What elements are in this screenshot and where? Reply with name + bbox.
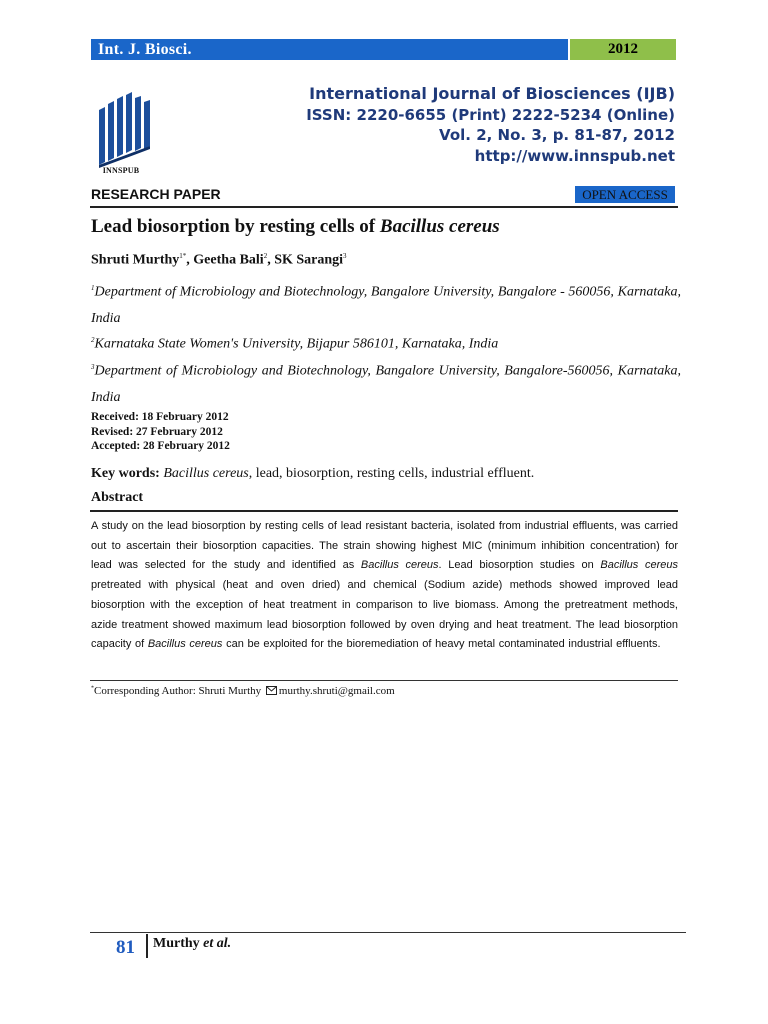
author-name: Shruti Murthy bbox=[91, 252, 180, 268]
received-date: Received: 18 February 2012 bbox=[91, 411, 229, 423]
affiliation-sup: 2 bbox=[91, 336, 95, 344]
title-text: Lead biosorption by resting cells of bbox=[91, 216, 380, 237]
author-sup: 3 bbox=[343, 252, 347, 260]
abstract-organism: Bacillus cereus bbox=[147, 638, 223, 651]
affiliation bbox=[91, 354, 681, 411]
publisher-logo-text: INNSPUB bbox=[102, 166, 140, 175]
revised-date: Revised: 27 February 2012 bbox=[91, 425, 223, 438]
footer-divider bbox=[90, 932, 686, 933]
affiliation bbox=[91, 275, 681, 332]
keywords-rest: , lead, biosorption, resting cells, industrial effluent. bbox=[248, 466, 535, 481]
affiliation-text: Department of Microbiology and Biotechnology, Bangalore University, Bangalore - 560056, Karnataka, India bbox=[91, 284, 681, 326]
abstract-text: A study on the lead biosorption by resting cells of lead resistant bacteria, isolated from industrial effluents, was carried out to ascertain their biosorption capacities. The strain showing highest MIC (minimum inhibition concentration) for lead was selected for the study and identified as bbox=[91, 520, 678, 572]
abstract-text: pretreated with physical (heat and oven dried) and chemical (Sodium azide) methods showed improved lead biosorption with the exception of heat treatment in comparison to live biomass. Among the pretreatment methods, azide treatment showed maximum lead biosorption followed by oven drying and heat treatment. The lead biosorption capacity of bbox=[91, 579, 678, 651]
paper-type-label: RESEARCH PAPER bbox=[91, 186, 221, 202]
corresponding-label: Corresponding Author: Shruti Murthy bbox=[94, 685, 262, 697]
stacked-books-logo-icon bbox=[95, 90, 157, 174]
footer-etal: et al. bbox=[203, 936, 232, 951]
abstract-bottom-divider bbox=[90, 680, 678, 681]
journal-name: International Journal of Biosciences (IJB) bbox=[309, 84, 675, 103]
header-divider bbox=[90, 206, 678, 208]
keywords bbox=[91, 466, 681, 482]
page-number: 81 bbox=[116, 937, 135, 958]
abstract-text: can be exploited for the bioremediation of heavy metal contaminated industrial effluents. bbox=[222, 638, 661, 651]
author-name: Geetha Bali bbox=[193, 252, 264, 268]
author-sup: 1* bbox=[179, 252, 187, 260]
author-sup: 2 bbox=[263, 252, 268, 260]
corresponding-sup: * bbox=[91, 685, 94, 692]
journal-url[interactable]: http://www.innspub.net bbox=[474, 146, 675, 165]
affiliation-sup: 1 bbox=[91, 284, 95, 292]
affiliation-text: Karnataka State Women's University, Bijapur 586101, Karnataka, India bbox=[94, 336, 499, 352]
history-dates bbox=[91, 410, 230, 454]
corresponding-author bbox=[91, 685, 395, 697]
author-name: SK Sarangi bbox=[274, 252, 344, 268]
author-list: Shruti Murthy$^{1*}$, Geetha Bali$^2$, SK Sarangi$^3$ bbox=[91, 252, 347, 268]
abstract-organism: Bacillus cereus bbox=[600, 559, 678, 572]
open-access-badge: OPEN ACCESS bbox=[575, 186, 675, 203]
journal-volume: Vol. 2, No. 3, p. 81-87, 2012 bbox=[439, 126, 675, 144]
accepted-date: Accepted: 28 February 2012 bbox=[91, 440, 230, 452]
keywords-label: Key words: bbox=[91, 466, 160, 481]
abstract-heading: Abstract bbox=[91, 490, 144, 505]
abstract-divider bbox=[90, 510, 678, 512]
footer-author bbox=[153, 936, 231, 952]
journal-abbrev-bar: Int. J. Biosci. bbox=[91, 39, 568, 60]
abstract-text: . Lead biosorption studies on bbox=[438, 559, 601, 572]
corresponding-email[interactable]: murthy.shruti@gmail.com bbox=[278, 685, 395, 697]
abstract-body bbox=[91, 517, 678, 655]
affiliation-sup: 3 bbox=[91, 363, 95, 371]
keyword-organism: Bacillus cereus bbox=[163, 466, 249, 481]
footer-separator bbox=[146, 934, 148, 958]
affiliation-text: Department of Microbiology and Biotechnology, Bangalore University, Bangalore-560056, Karnataka, India bbox=[91, 363, 681, 405]
journal-issn: ISSN: 2220-6655 (Print) 2222-5234 (Online) bbox=[306, 105, 675, 124]
footer-author-name: Murthy bbox=[153, 936, 204, 951]
journal-info bbox=[306, 84, 675, 166]
envelope-icon bbox=[266, 686, 277, 695]
title-organism: Bacillus cereus bbox=[379, 216, 500, 237]
paper-title bbox=[91, 216, 681, 238]
year-bar: 2012 bbox=[570, 39, 676, 60]
abstract-organism: Bacillus cereus bbox=[360, 559, 439, 572]
